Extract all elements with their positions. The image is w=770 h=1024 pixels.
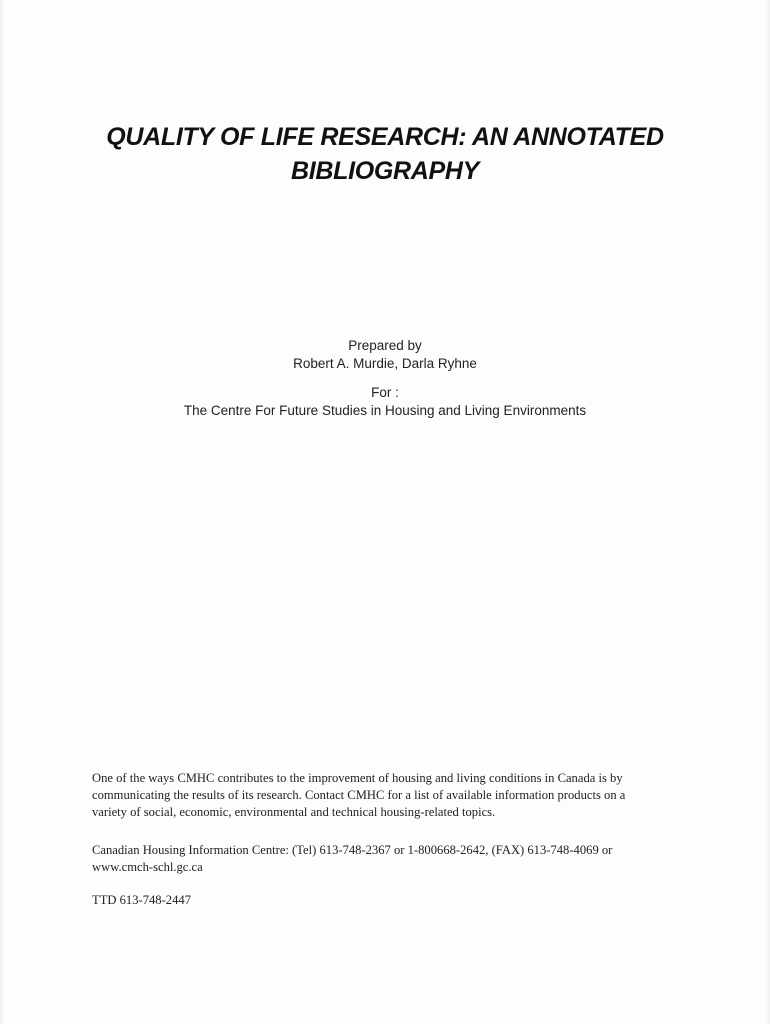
prepared-by-label: Prepared by: [348, 338, 422, 353]
title-line-2: BIBLIOGRAPHY: [290, 157, 480, 185]
cmhc-info-line-3: variety of social, economic, environmental and technical housing-related topics.: [92, 805, 496, 819]
scan-edge-right: [764, 0, 770, 1024]
scan-edge-left: [0, 0, 6, 1024]
authors: Robert A. Murdie, Darla Ryhne: [293, 356, 477, 371]
contact-line-1: Canadian Housing Information Centre: (Tel) 613-748-2367 or 1-800668-2642, (FAX) 613-748-4069 or: [92, 843, 613, 857]
organization-name: The Centre For Future Studies in Housing and Living Environments: [183, 403, 587, 418]
for-label: For :: [371, 385, 399, 400]
cmhc-info-paragraph: [92, 770, 692, 821]
document-title: [60, 120, 710, 188]
cmhc-info-line-2: communicating the results of its research. Contact CMHC for a list of available information products on a: [92, 788, 626, 802]
contact-paragraph: [92, 842, 692, 876]
contact-line-2: www.cmch-schl.gc.ca: [92, 860, 203, 874]
credits-block: [0, 337, 770, 420]
title-line-1: QUALITY OF LIFE RESEARCH: AN ANNOTATED: [106, 123, 664, 151]
cmhc-info-line-1: One of the ways CMHC contributes to the improvement of housing and living conditions in Canada is by: [92, 771, 623, 785]
tty-line: TTD 613-748-2447: [92, 893, 191, 907]
